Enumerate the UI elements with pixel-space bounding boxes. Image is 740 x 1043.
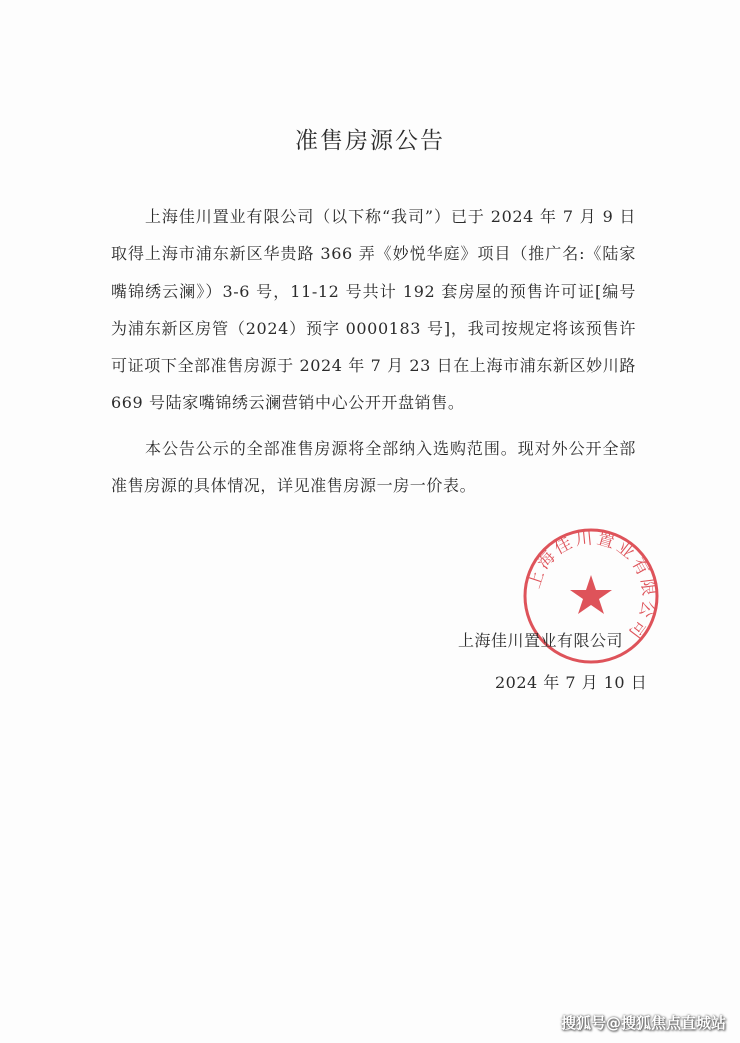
announcement-paragraph-1: 上海佳川置业有限公司（以下称“我司”）已于 2024 年 7 月 9 日取得上海市浦东新区华贵路 366 弄《妙悦华庭》项目（推广名:《陆家嘴锦绣云澜》）3-6 号，11-12 号共计 192 套房屋的预售许可证[编号为浦东新区房管（2024）预字 0000183 号]，我司按规定将该预售许可证项下全部准售房源于 2024 年 7 月 23 日在上海市浦东新区妙川路 669 号陆家嘴锦绣云澜营销中心公开开盘销售。 <box>111 207 636 413</box>
document-title: 准售房源公告 <box>295 128 445 154</box>
svg-text:上海佳川置业有限公司: 上海佳川置业有限公司 <box>524 528 659 645</box>
signature-company: 上海佳川置业有限公司 <box>458 631 624 650</box>
source-watermark: 搜狐号@搜狐焦点直城站 <box>560 1014 726 1032</box>
signature-date: 2024 年 7 月 10 日 <box>495 673 648 692</box>
announcement-paragraph-2: 本公告公示的全部准售房源将全部纳入选购范围。现对外公开全部准售房源的具体情况，详见准售房源一房一价表。 <box>111 439 636 496</box>
